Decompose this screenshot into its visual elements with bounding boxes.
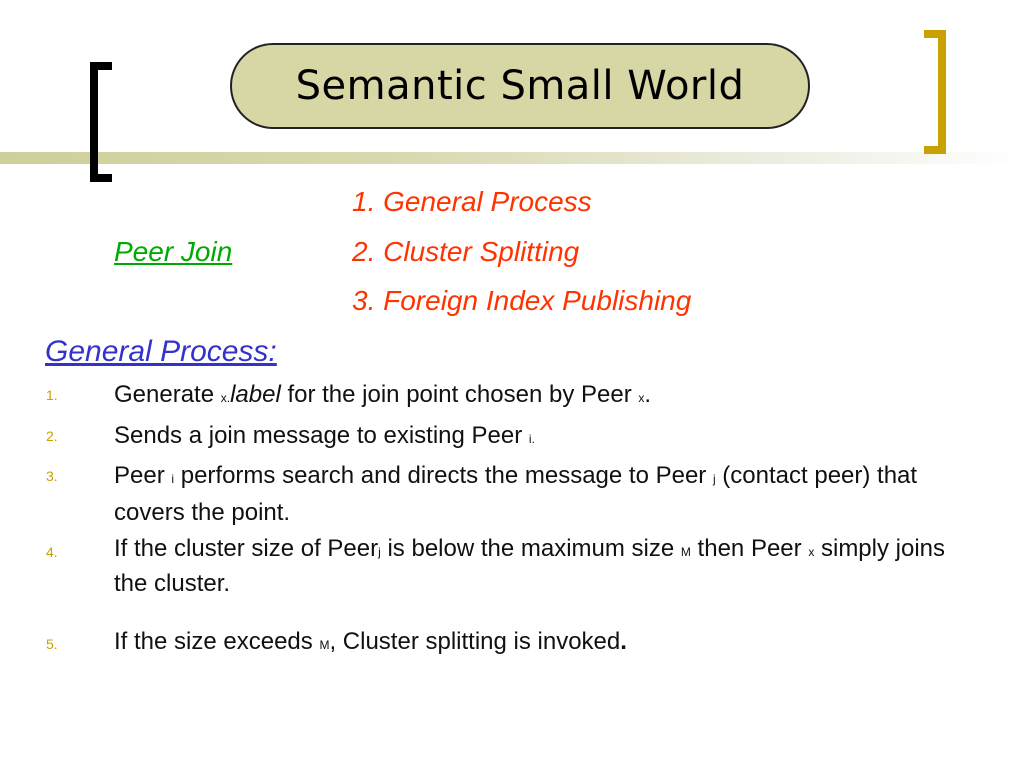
list-item-1: Generate x.label for the join point chosen by Peer x. (114, 381, 652, 408)
list-item-4: If the cluster size of Peerj is below the maximum size M then Peer x simply joins the cluster. (114, 535, 946, 597)
list-number-5: 5. (46, 636, 58, 652)
right-bracket-decoration (924, 30, 946, 154)
header-accent-bar (0, 152, 1024, 164)
list-item-5: If the size exceeds M, Cluster splitting is invoked. (114, 628, 627, 655)
slide-title-box (230, 43, 810, 129)
slide-title: Semantic Small World (295, 63, 745, 109)
peer-join-link[interactable]: Peer Join (114, 236, 233, 267)
list-number-4: 4. (46, 544, 58, 560)
list-item-2: Sends a join message to existing Peer i. (114, 422, 535, 449)
general-process-heading[interactable]: General Process: (45, 335, 277, 368)
menu-foreign-index-publishing: 3. Foreign Index Publishing (352, 285, 692, 316)
left-bracket-decoration (90, 62, 112, 182)
list-item-3: Peer i performs search and directs the message to Peer j (contact peer) that covers the point. (114, 462, 918, 527)
list-number-2: 2. (46, 428, 58, 444)
list-number-3: 3. (46, 468, 58, 484)
list-number-1: 1. (46, 387, 58, 403)
menu-general-process: 1. General Process (352, 186, 592, 217)
menu-cluster-splitting: 2. Cluster Splitting (352, 236, 580, 267)
